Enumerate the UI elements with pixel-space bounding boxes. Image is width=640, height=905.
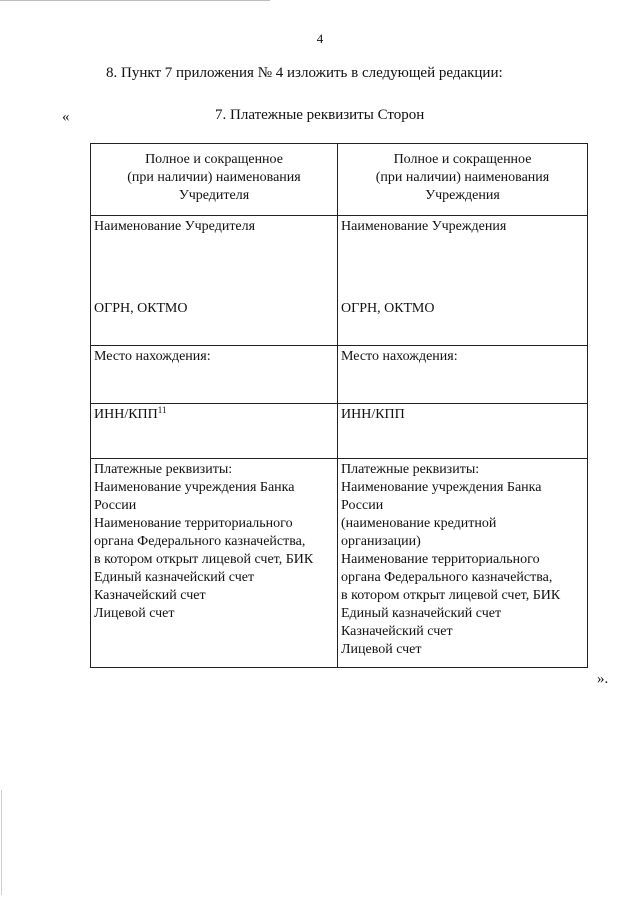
founder-payment-line: в котором открыт лицевой счет, БИК (94, 552, 314, 567)
founder-payment-line: Наименование учреждения Банка (94, 480, 295, 495)
table-row-address (91, 346, 588, 404)
header-institution-line: Учреждения (425, 188, 500, 203)
founder-payment-line: Единый казначейский счет (94, 570, 255, 585)
founder-payment-line: органа Федерального казначейства, (94, 534, 306, 549)
institution-name-label: Наименование Учреждения (341, 219, 507, 234)
institution-payment-line: Наименование территориального (341, 552, 540, 567)
scan-edge-left (1, 790, 2, 895)
cell-founder-name (91, 216, 338, 346)
institution-payment-line: Платежные реквизиты: (341, 462, 480, 477)
header-institution-line: (при наличии) наименования (375, 170, 550, 185)
founder-name-label: Наименование Учредителя (94, 219, 256, 234)
founder-payment-line: Платежные реквизиты: (94, 462, 233, 477)
header-founder-line: (при наличии) наименования (127, 170, 301, 185)
cell-institution-name (338, 216, 588, 346)
institution-payment-line: в котором открыт лицевой счет, БИК (341, 588, 561, 603)
table-row-name (91, 216, 588, 346)
header-institution-line: Полное и сокращенное (393, 152, 532, 167)
founder-payment-line: Казначейский счет (94, 588, 206, 603)
institution-payment-line: России (341, 498, 384, 513)
scan-edge-top (0, 0, 270, 1)
payment-details-table (90, 143, 588, 668)
cell-founder-address: Место нахождения: (91, 346, 338, 404)
institution-payment-line: (наименование кредитной (341, 516, 497, 531)
cell-institution-address: Место нахождения: (338, 346, 588, 404)
institution-payment-line: Лицевой счет (341, 642, 422, 657)
header-institution (338, 144, 588, 216)
founder-payment-line: Лицевой счет (94, 606, 175, 621)
table-row-inn (91, 404, 588, 459)
cell-institution-payment (338, 459, 588, 668)
cell-founder-inn (91, 404, 338, 459)
cell-institution-inn: ИНН/КПП (338, 404, 588, 459)
institution-payment-line: органа Федерального казначейства, (341, 570, 553, 585)
table-header-row (91, 144, 588, 216)
table-row-payment (91, 459, 588, 668)
founder-payment-line: Наименование территориального (94, 516, 293, 531)
institution-payment-line: Единый казначейский счет (341, 606, 502, 621)
header-founder-line: Учредителя (178, 188, 250, 203)
page-number: 4 (316, 31, 324, 46)
footnote-marker: 11 (157, 405, 167, 415)
amendment-item-text: 8. Пункт 7 приложения № 4 изложить в следующей редакции: (106, 65, 503, 81)
institution-payment-line: Казначейский счет (341, 624, 453, 639)
header-founder-line: Полное и сокращенное (145, 152, 283, 167)
institution-ogrn-label: ОГРН, ОКТМО (341, 301, 435, 316)
header-founder (91, 144, 338, 216)
cell-founder-payment (91, 459, 338, 668)
opening-quote: « (62, 109, 70, 125)
founder-ogrn-label: ОГРН, ОКТМО (94, 301, 188, 316)
institution-payment-line: Наименование учреждения Банка (341, 480, 542, 495)
section-title: 7. Платежные реквизиты Сторон (215, 107, 425, 123)
founder-inn-label: ИНН/КПП (94, 407, 158, 422)
closing-quote: ». (597, 671, 609, 687)
founder-payment-line: России (94, 498, 137, 513)
institution-payment-line: организации) (341, 534, 421, 549)
